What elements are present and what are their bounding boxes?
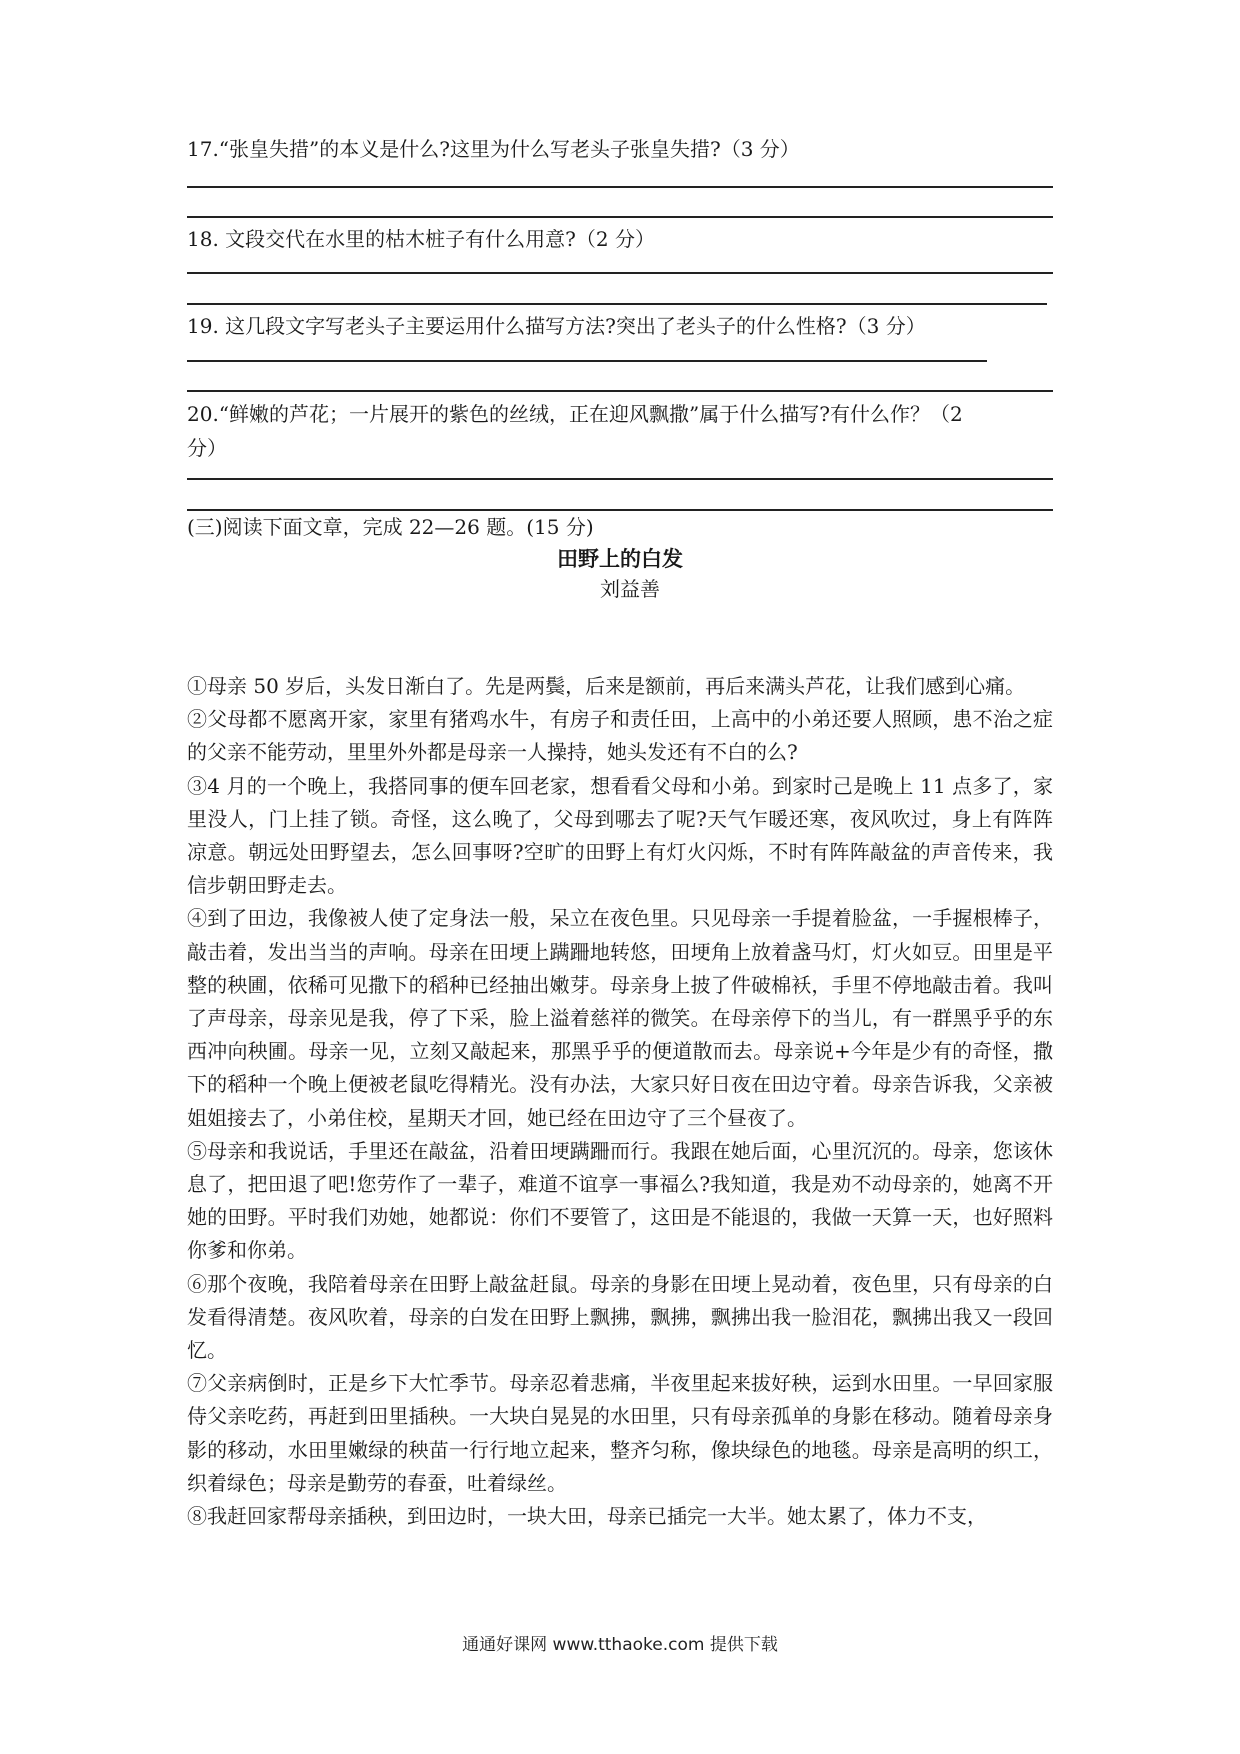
answer-line: [187, 303, 1047, 305]
paragraph: ④到了田边，我像被人使了定身法一般，呆立在夜色里。只见母亲一手提着脸盆，一手握根棒子，敲击着，发出当当的声响。母亲在田埂上蹒跚地转悠，田埂角上放着盏马灯，灯火如豆。田里是平整的秧圃，依稀可见撒下的稻种已经抽出嫩芽。母亲身上披了件破棉袄，手里不停地敲击着。我叫了声母亲，母亲见是我，停了下采，脸上溢着慈祥的微笑。在母亲停下的当儿，有一群黑乎乎的东西冲向秧圃。母亲一见，立刻又敲起来，那黑乎乎的便道散而去。母亲说+今年是少有的奇怪，撒下的稻种一个晚上便被老鼠吃得精光。没有办法，大家只好日夜在田边守着。母亲告诉我，父亲被姐姐接去了，小弟住校，星期天才回，她已经在田边守了三个昼夜了。: [187, 906, 1053, 1130]
answer-line: [187, 272, 1053, 274]
paragraph: ③4 月的一个晚上，我搭同事的便车回老家，想看看父母和小弟。到家时己是晚上 11 点多了，家里没人，门上挂了锁。奇怪，这么晚了，父母到哪去了呢?天气乍暖还寒，夜风吹过，身上有阵阵凉意。朝远处田野望去，怎么回事呀?空旷的田野上有灯火闪烁，不时有阵阵敲盆的声音传来，我信步朝田野走去。: [187, 773, 1053, 898]
article-body: [187, 670, 1053, 1533]
answer-line: [187, 216, 1053, 218]
paragraph: ⑤母亲和我说话，手里还在敲盆，沿着田埂蹒跚而行。我跟在她后面，心里沉沉的。母亲，您该休息了，把田退了吧!您劳作了一辈子，难道不谊享一事福么?我知道，我是劝不动母亲的，她离不开她的田野。平时我们劝她，她都说：你们不要管了，这田是不能退的，我做一天算一天，也好照料你爹和你弟。: [187, 1138, 1053, 1263]
article-author: 刘益善: [600, 577, 660, 601]
answer-line: [187, 360, 987, 362]
question-20: 20.“鲜嫩的芦花；一片展开的紫色的丝绒，正在迎风飘撒”属于什么描写?有什么作？（2: [187, 402, 963, 426]
article-title: 田野上的白发: [557, 546, 683, 571]
paragraph: ⑥那个夜晚，我陪着母亲在田野上敲盆赶鼠。母亲的身影在田埂上晃动着，夜色里，只有母亲的白发看得清楚。夜风吹着，母亲的白发在田野上飘拂，飘拂，飘拂出我一脸泪花，飘拂出我又一段回忆。: [187, 1271, 1053, 1363]
paragraph: ⑧我赶回家帮母亲插秧，到田边时，一块大田，母亲已插完一大半。她太累了，体力不支，: [187, 1504, 987, 1529]
question-18: 18. 文段交代在水里的枯木桩子有什么用意?（2 分）: [187, 227, 655, 251]
answer-line: [187, 478, 1053, 480]
paragraph: ②父母都不愿离开家，家里有猪鸡水牛，有房子和责任田，上高中的小弟还要人照顾，患不治之症的父亲不能劳动，里里外外都是母亲一人操持，她头发还有不白的么?: [187, 707, 1053, 765]
page-footer: 通通好课网 www.tthaoke.com 提供下载: [462, 1635, 778, 1655]
question-17: 17.“张皇失措”的本义是什么?这里为什么写老头子张皇失措?（3 分）: [187, 137, 800, 161]
section-instruction: (三)阅读下面文章，完成 22—26 题。(15 分): [187, 515, 594, 539]
question-20-continued: 分）: [187, 436, 227, 460]
answer-line: [187, 390, 1053, 392]
paragraph: ①母亲 50 岁后，头发日渐白了。先是两鬓，后来是额前，再后来满头芦花，让我们感到心痛。: [187, 674, 1026, 698]
paragraph: ⑦父亲病倒时，正是乡下大忙季节。母亲忍着悲痛，半夜里起来拔好秧，运到水田里。一早回家服侍父亲吃药，再赶到田里插秧。一大块白晃晃的水田里，只有母亲孤单的身影在移动。随着母亲身影的移动，水田里嫩绿的秧苗一行行地立起来，整齐匀称，像块绿色的地毯。母亲是高明的织工，织着绿色；母亲是勤劳的春蚕，吐着绿丝。: [187, 1371, 1053, 1495]
answer-line: [187, 186, 1053, 188]
question-19: 19. 这几段文字写老头子主要运用什么描写方法?突出了老头子的什么性格?（3 分）: [187, 314, 926, 338]
